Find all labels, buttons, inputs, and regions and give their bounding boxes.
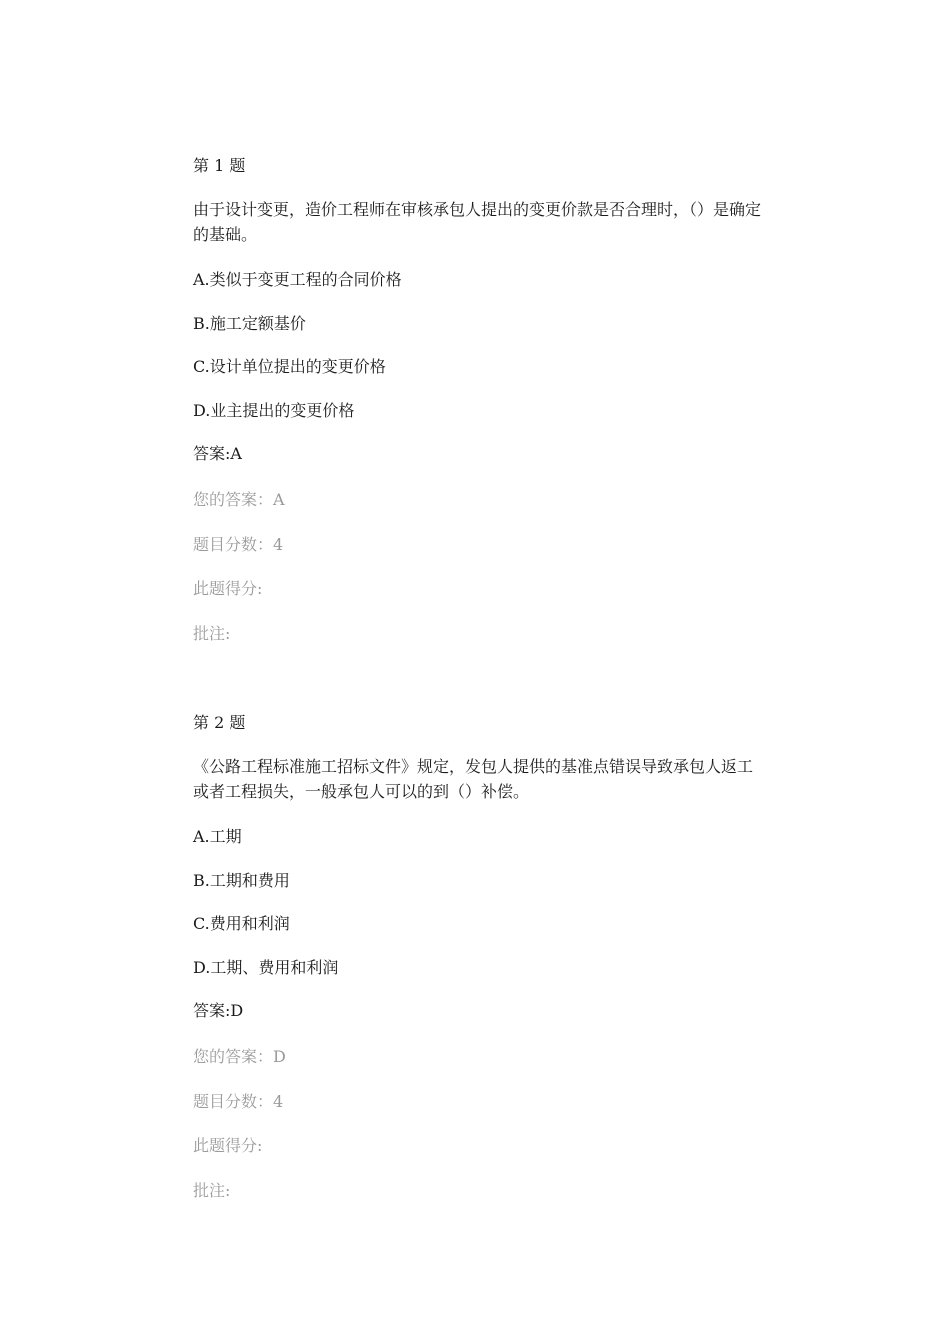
question-score: 题目分数：4: [193, 1091, 284, 1111]
your-answer: 您的答案：A: [193, 490, 285, 509]
correct-answer: 答案:A: [193, 444, 242, 463]
option-d: D.工期、费用和利润: [193, 957, 339, 977]
question-stem: 《公路工程标准施工招标文件》规定，发包人提供的基准点错误导致承包人返工或者工程损失，一般承包人可以的到（）补偿。: [193, 757, 754, 801]
earned-score: 此题得分:: [193, 579, 263, 598]
option-a: A.类似于变更工程的合同价格: [193, 270, 402, 289]
option-b: B.工期和费用: [193, 870, 290, 890]
option-a: A.工期: [193, 827, 242, 846]
your-answer: 您的答案：D: [193, 1047, 286, 1066]
correct-answer: 答案:D: [193, 1001, 244, 1020]
comment-label: 批注:: [193, 1180, 231, 1200]
option-c: C.设计单位提出的变更价格: [193, 357, 386, 376]
option-b: B.施工定额基价: [193, 313, 306, 333]
question-2: [193, 712, 763, 1224]
question-title: 第 2 题: [193, 713, 246, 732]
question-title: 第 1 题: [193, 156, 246, 175]
question-1: [193, 155, 763, 667]
question-stem: 由于设计变更，造价工程师在审核承包人提出的变更价款是否合理时，（）是确定的基础。: [193, 200, 762, 244]
option-c: C.费用和利润: [193, 914, 290, 933]
question-score: 题目分数：4: [193, 534, 284, 554]
comment-label: 批注:: [193, 623, 231, 643]
earned-score: 此题得分:: [193, 1136, 263, 1155]
option-d: D.业主提出的变更价格: [193, 400, 355, 420]
